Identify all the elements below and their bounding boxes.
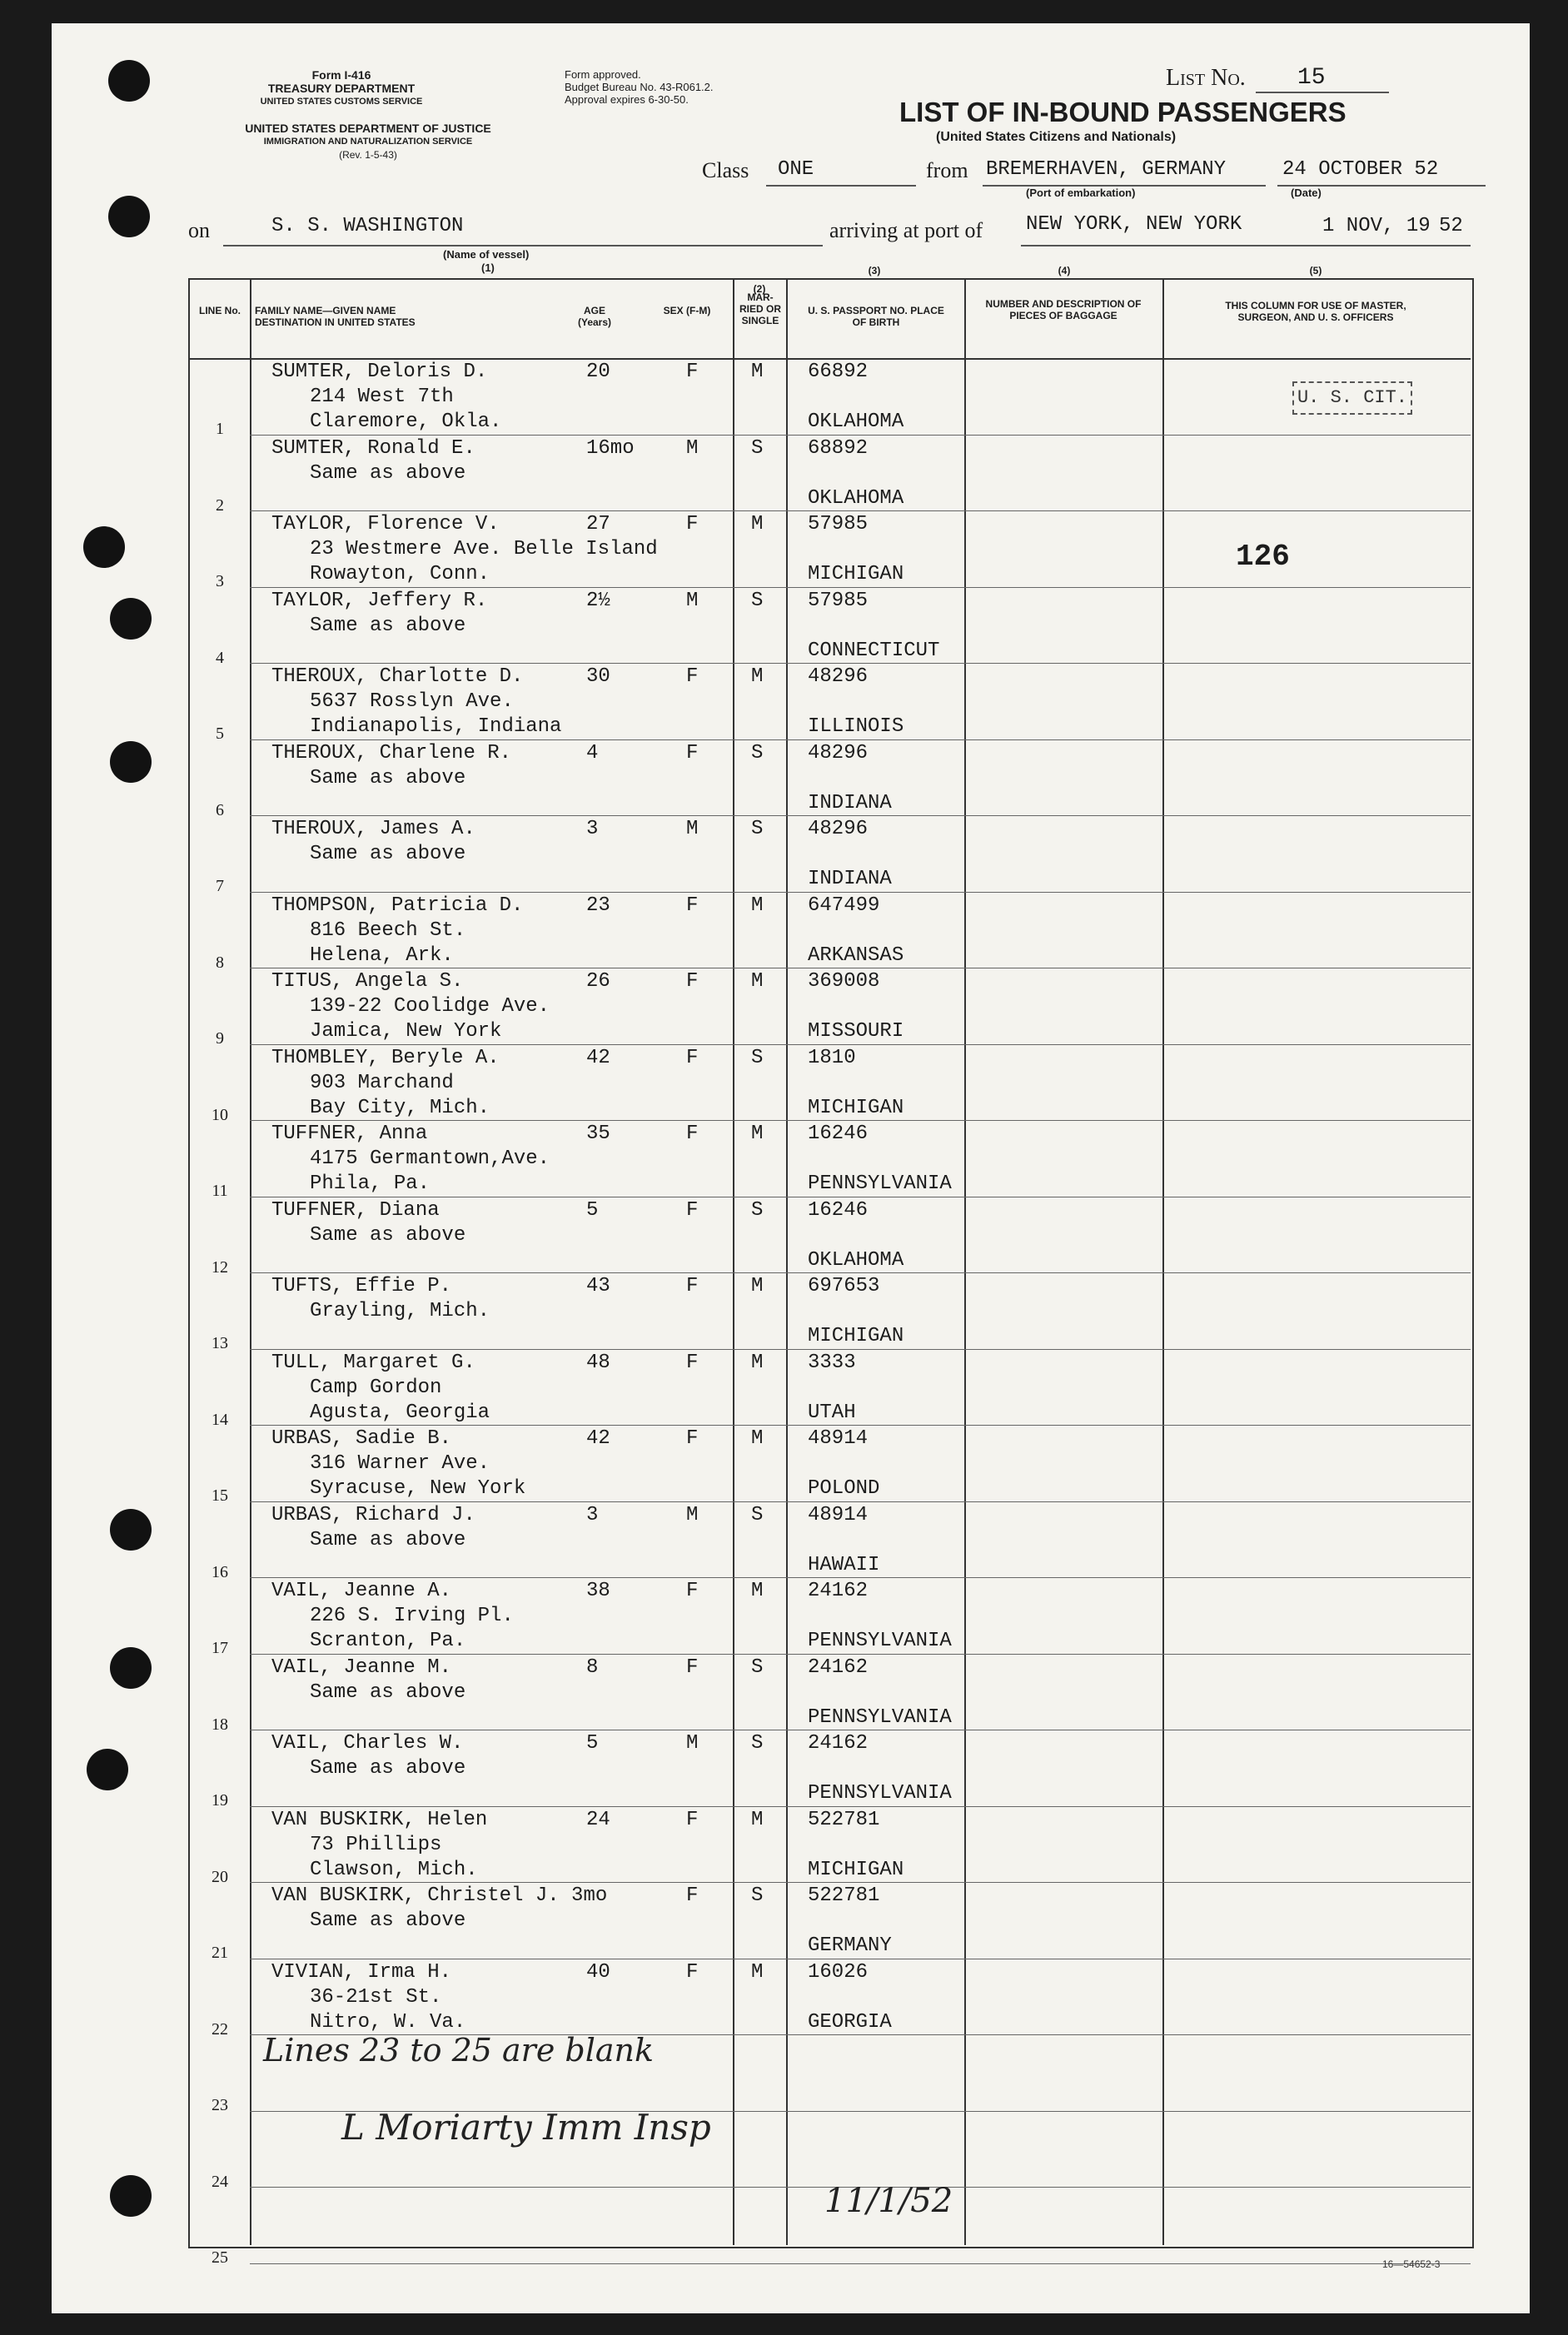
passenger-name: SUMTER, Ronald E.	[271, 436, 475, 460]
list-no-underline	[1256, 92, 1389, 93]
passenger-marital: S	[751, 1884, 764, 1907]
punch-hole	[87, 1749, 128, 1790]
passenger-age: 43	[586, 1275, 610, 1297]
line-number: 20	[212, 1867, 228, 1886]
punch-hole	[83, 526, 125, 568]
service-name: UNITED STATES CUSTOMS SERVICE	[260, 97, 423, 107]
passenger-address: 23 Westmere Ave. Belle Island	[310, 538, 658, 560]
handwritten-signature: L Moriarty Imm Insp	[341, 2107, 711, 2148]
passenger-sex: F	[686, 1884, 699, 1907]
col-divider	[1162, 278, 1164, 2245]
col-header-sex: SEX (F-M)	[663, 305, 711, 316]
passenger-sex: F	[686, 1351, 699, 1374]
punch-hole	[110, 741, 152, 783]
punch-hole	[110, 1509, 152, 1551]
line-number: 13	[212, 1334, 228, 1352]
passenger-marital: M	[751, 513, 764, 535]
line-number: 10	[212, 1105, 228, 1124]
vessel-colnum: (1)	[481, 261, 495, 274]
passenger-age: 3	[586, 1503, 599, 1526]
line-number: 24	[212, 2172, 228, 2191]
passenger-birthplace: ILLINOIS	[808, 715, 904, 738]
col-divider	[733, 278, 734, 2245]
line-number: 1	[216, 420, 224, 438]
passenger-address: Camp Gordon	[310, 1376, 442, 1399]
line-number: 12	[212, 1257, 228, 1277]
vessel-value: S. S. WASHINGTON	[271, 215, 464, 237]
passenger-address: Same as above	[310, 614, 466, 637]
passenger-birthplace: POLOND	[808, 1477, 880, 1500]
doj-block	[185, 122, 551, 162]
line-number: 7	[216, 877, 224, 895]
passenger-address: Claremore, Okla.	[310, 411, 502, 433]
col-header-baggage: NUMBER AND DESCRIPTION OF PIECES OF BAGGAGE	[985, 298, 1142, 321]
row-divider	[250, 2263, 1471, 2264]
page-title: LIST OF IN-BOUND PASSENGERS	[899, 97, 1346, 127]
passenger-name: THEROUX, Charlene R.	[271, 741, 512, 764]
passenger-age: 5	[586, 1198, 599, 1222]
col-header-num-5: (5)	[1309, 265, 1322, 276]
form-dept-block	[250, 68, 433, 108]
row-divider	[250, 1120, 1471, 1121]
passenger-marital: M	[751, 1960, 764, 1984]
passenger-marital: S	[751, 1503, 764, 1526]
citizen-stamp: U. S. CIT.	[1292, 381, 1412, 415]
passenger-passport: 697653	[808, 1275, 880, 1297]
handwritten-date: 11/1/52	[824, 2182, 953, 2220]
dept-name: TREASURY DEPARTMENT	[267, 82, 416, 95]
passenger-name: TAYLOR, Jeffery R.	[271, 589, 488, 612]
punch-hole	[108, 60, 150, 102]
col-header-passport: U. S. PASSPORT NO. PLACE OF BIRTH	[808, 305, 944, 328]
col-header-officers: THIS COLUMN FOR USE OF MASTER, SURGEON, AND U. S. OFFICERS	[1225, 300, 1406, 323]
passenger-birthplace: CONNECTICUT	[808, 639, 940, 662]
passenger-marital: M	[751, 1275, 764, 1297]
passenger-birthplace: UTAH	[808, 1401, 856, 1424]
punch-hole	[108, 196, 150, 237]
passenger-birthplace: INDIANA	[808, 791, 892, 814]
passenger-age: 23	[586, 894, 610, 917]
passenger-age: 26	[586, 970, 610, 993]
passenger-birthplace: GERMANY	[808, 1934, 892, 1957]
line-number: 25	[212, 2248, 228, 2267]
passenger-address: Same as above	[310, 1528, 466, 1551]
passenger-address: 226 S. Irving Pl.	[310, 1605, 514, 1627]
line-number: 16	[212, 1562, 228, 1581]
port-embark-caption: (Port of embarkation)	[1026, 187, 1136, 199]
passenger-age: 3	[586, 818, 599, 840]
passenger-address: 816 Beech St.	[310, 919, 466, 942]
passenger-sex: F	[686, 1960, 699, 1984]
passenger-name: URBAS, Sadie B.	[271, 1427, 452, 1450]
approval-line: Approval expires 6-30-50.	[565, 93, 689, 106]
row-divider	[250, 1349, 1471, 1350]
passenger-passport: 522781	[808, 1884, 880, 1907]
line-number: 19	[212, 1791, 228, 1810]
passenger-age: 5	[586, 1732, 599, 1755]
passenger-name: VAN BUSKIRK, Helen	[271, 1808, 488, 1831]
passenger-sex: F	[686, 1655, 699, 1679]
passenger-address: 36-21st St.	[310, 1985, 442, 2009]
passenger-name: TUFTS, Effie P.	[271, 1275, 452, 1297]
passenger-address: Same as above	[310, 843, 466, 865]
passenger-age: 48	[586, 1351, 610, 1374]
col-header-name-line2: DESTINATION IN UNITED STATES	[255, 316, 416, 328]
passenger-sex: F	[686, 665, 699, 688]
line-number: 18	[212, 1715, 228, 1734]
passenger-marital: M	[751, 894, 764, 917]
passenger-passport: 24162	[808, 1732, 869, 1755]
passenger-name: VAIL, Charles W.	[271, 1732, 464, 1755]
passenger-age: 42	[586, 1046, 610, 1069]
passenger-birthplace: OKLAHOMA	[808, 486, 904, 510]
passenger-address: Same as above	[310, 1909, 466, 1932]
passenger-age: 30	[586, 665, 610, 688]
line-number: 2	[216, 495, 224, 515]
passenger-address: Scranton, Pa.	[310, 1630, 466, 1652]
passenger-address: 73 Phillips	[310, 1833, 442, 1856]
passenger-birthplace: MISSOURI	[808, 1020, 904, 1043]
passenger-age: 8	[586, 1655, 599, 1679]
list-no-label: List No.	[1166, 65, 1246, 91]
row-divider	[250, 892, 1471, 893]
passenger-birthplace: OKLAHOMA	[808, 1248, 904, 1272]
passenger-marital: M	[751, 970, 764, 993]
class-value: ONE	[778, 158, 814, 181]
doj-name: UNITED STATES DEPARTMENT OF JUSTICE	[245, 122, 491, 135]
passenger-address: Phila, Pa.	[310, 1172, 431, 1195]
passenger-passport: 522781	[808, 1808, 880, 1831]
passenger-address: Helena, Ark.	[310, 943, 454, 967]
passenger-marital: S	[751, 436, 764, 460]
passenger-marital: S	[751, 1732, 764, 1755]
passenger-passport: 647499	[808, 894, 880, 917]
line-number: 5	[216, 724, 224, 743]
passenger-name: TULL, Margaret G.	[271, 1351, 475, 1374]
passenger-name: THOMPSON, Patricia D.	[271, 894, 524, 917]
class-underline	[766, 185, 916, 187]
passenger-sex: F	[686, 1198, 699, 1222]
passenger-birthplace: HAWAII	[808, 1553, 880, 1576]
date-embark-value: 24 OCTOBER 52	[1282, 158, 1439, 181]
passenger-sex: F	[686, 513, 699, 535]
passenger-passport: 57985	[808, 513, 869, 535]
row-divider	[250, 435, 1471, 436]
passenger-sex: F	[686, 1123, 699, 1145]
col-header-line-no: LINE No.	[199, 305, 241, 316]
passenger-name: URBAS, Richard J.	[271, 1503, 475, 1526]
passenger-sex: F	[686, 1580, 699, 1602]
passenger-sex: M	[686, 1503, 699, 1526]
passenger-birthplace: MICHIGAN	[808, 563, 904, 585]
passenger-passport: 48914	[808, 1427, 869, 1450]
arrival-year-value: 52	[1439, 215, 1463, 237]
passenger-birthplace: OKLAHOMA	[808, 411, 904, 433]
row-divider	[250, 1044, 1471, 1045]
passenger-birthplace: PENNSYLVANIA	[808, 1705, 952, 1729]
col-header-num-3: (3)	[868, 265, 881, 276]
passenger-marital: M	[751, 1427, 764, 1450]
passenger-birthplace: MICHIGAN	[808, 1096, 904, 1119]
arrival-port-value: NEW YORK, NEW YORK	[1026, 213, 1242, 236]
passenger-age: 24	[586, 1808, 610, 1831]
passenger-name: THOMBLEY, Beryle A.	[271, 1046, 500, 1069]
passenger-name: THEROUX, Charlotte D.	[271, 665, 524, 688]
row-divider	[250, 1501, 1471, 1502]
punch-hole	[110, 2175, 152, 2217]
arrival-port-underline	[1021, 245, 1471, 246]
passenger-passport: 48296	[808, 665, 869, 688]
passenger-age: 35	[586, 1123, 610, 1145]
col-divider	[964, 278, 966, 2245]
passenger-birthplace: PENNSYLVANIA	[808, 1172, 952, 1195]
form-id: Form I-416	[311, 68, 371, 82]
passenger-passport: 1810	[808, 1046, 856, 1069]
line-number: 9	[216, 1029, 224, 1048]
date-caption: (Date)	[1291, 187, 1322, 199]
port-embark-value: BREMERHAVEN, GERMANY	[986, 158, 1227, 181]
line-number: 3	[216, 572, 224, 590]
col-header-married: MAR-RIED OR SINGLE	[739, 291, 781, 326]
passenger-name: VIVIAN, Irma H.	[271, 1960, 452, 1984]
passenger-birthplace: MICHIGAN	[808, 1325, 904, 1347]
passenger-address: Bay City, Mich.	[310, 1096, 490, 1119]
vessel-caption: (Name of vessel)	[443, 248, 530, 261]
row-divider	[250, 1654, 1471, 1655]
passenger-name: VAN BUSKIRK, Christel J. 3mo	[271, 1884, 608, 1907]
passenger-sex: M	[686, 436, 699, 460]
passenger-address: Same as above	[310, 1223, 466, 1247]
rev-date: (Rev. 1-5-43)	[339, 149, 397, 161]
margin-note: 126	[1236, 540, 1290, 574]
passenger-sex: F	[686, 1046, 699, 1069]
col-divider	[250, 278, 251, 2245]
passenger-address: 5637 Rosslyn Ave.	[310, 690, 514, 713]
passenger-birthplace: PENNSYLVANIA	[808, 1782, 952, 1805]
passenger-passport: 3333	[808, 1351, 856, 1374]
line-number: 23	[212, 2096, 228, 2114]
passenger-sex: M	[686, 589, 699, 612]
line-number: 15	[212, 1486, 228, 1505]
passenger-name: TITUS, Angela S.	[271, 970, 464, 993]
passenger-address: Grayling, Mich.	[310, 1300, 490, 1322]
punch-hole	[110, 598, 152, 640]
form-number: 16—54652-3	[1382, 2258, 1441, 2270]
passenger-marital: M	[751, 1808, 764, 1831]
row-divider	[250, 739, 1471, 740]
passenger-name: VAIL, Jeanne A.	[271, 1580, 452, 1602]
passenger-marital: S	[751, 1655, 764, 1679]
passenger-marital: M	[751, 1580, 764, 1602]
passenger-passport: 48296	[808, 818, 869, 840]
line-number: 17	[212, 1639, 228, 1657]
passenger-sex: F	[686, 894, 699, 917]
passenger-address: Same as above	[310, 766, 466, 789]
passenger-address: Syracuse, New York	[310, 1477, 526, 1500]
row-divider	[250, 587, 1471, 588]
passenger-address: Agusta, Georgia	[310, 1401, 490, 1424]
passenger-birthplace: PENNSYLVANIA	[808, 1630, 952, 1652]
passenger-passport: 57985	[808, 589, 869, 612]
approval-line: Form approved.	[565, 68, 641, 81]
col-divider	[786, 278, 788, 2245]
passenger-address: Same as above	[310, 1757, 466, 1780]
approval-block	[565, 68, 714, 106]
passenger-marital: M	[751, 1351, 764, 1374]
passenger-passport: 48296	[808, 741, 869, 764]
handwritten-note: Lines 23 to 25 are blank	[263, 2032, 655, 2069]
line-number: 4	[216, 648, 224, 667]
passenger-passport: 24162	[808, 1580, 869, 1602]
vessel-underline	[223, 245, 823, 246]
passenger-sex: F	[686, 1275, 699, 1297]
passenger-passport: 48914	[808, 1503, 869, 1526]
on-label: on	[188, 218, 210, 242]
col-header-name-line1: FAMILY NAME—GIVEN NAME	[255, 305, 396, 316]
approval-line: Budget Bureau No. 43-R061.2.	[565, 81, 714, 93]
passenger-marital: S	[751, 1198, 764, 1222]
passenger-address: 214 West 7th	[310, 386, 454, 408]
row-divider	[250, 1806, 1471, 1807]
row-divider	[250, 1577, 1471, 1578]
passenger-name: TUFFNER, Anna	[271, 1123, 428, 1145]
row-divider	[250, 510, 1471, 511]
passenger-name: TAYLOR, Florence V.	[271, 513, 500, 535]
passenger-age: 20	[586, 361, 610, 383]
passenger-address: 903 Marchand	[310, 1071, 454, 1094]
punch-hole	[110, 1647, 152, 1689]
list-no-value: 15	[1297, 65, 1326, 91]
passenger-age: 40	[586, 1960, 610, 1984]
passenger-marital: S	[751, 1046, 764, 1069]
passenger-address: Rowayton, Conn.	[310, 563, 490, 585]
passenger-birthplace: GEORGIA	[808, 2010, 892, 2034]
passenger-sex: F	[686, 1427, 699, 1450]
passenger-sex: F	[686, 741, 699, 764]
passenger-marital: M	[751, 361, 764, 383]
passenger-sex: F	[686, 361, 699, 383]
passenger-passport: 16246	[808, 1123, 869, 1145]
passenger-age: 42	[586, 1427, 610, 1450]
passenger-marital: M	[751, 665, 764, 688]
passenger-name: VAIL, Jeanne M.	[271, 1655, 452, 1679]
passenger-marital: M	[751, 1123, 764, 1145]
passenger-passport: 369008	[808, 970, 880, 993]
passenger-age: 38	[586, 1580, 610, 1602]
line-number: 6	[216, 800, 224, 819]
passenger-address: Nitro, W. Va.	[310, 2010, 466, 2034]
passenger-address: Indianapolis, Indiana	[310, 715, 562, 738]
line-number: 22	[212, 2019, 228, 2039]
passenger-address: Jamica, New York	[310, 1020, 502, 1043]
passenger-passport: 66892	[808, 361, 869, 383]
row-divider	[250, 663, 1471, 664]
passenger-address: 139-22 Coolidge Ave.	[310, 995, 550, 1018]
passenger-address: 316 Warner Ave.	[310, 1452, 490, 1475]
passenger-birthplace: MICHIGAN	[808, 1858, 904, 1881]
col-header-name	[255, 305, 496, 328]
passenger-passport: 16026	[808, 1960, 869, 1984]
line-number: 21	[212, 1944, 228, 1962]
passenger-sex: F	[686, 1808, 699, 1831]
col-header-num-4: (4)	[1058, 265, 1071, 276]
passenger-address: Same as above	[310, 1680, 466, 1704]
row-divider	[250, 1272, 1471, 1273]
page-subtitle: (United States Citizens and Nationals)	[936, 130, 1177, 144]
passenger-marital: S	[751, 741, 764, 764]
passenger-birthplace: INDIANA	[808, 868, 892, 890]
line-number: 14	[212, 1410, 228, 1429]
row-divider	[250, 1882, 1471, 1883]
passenger-sex: M	[686, 1732, 699, 1755]
row-divider	[250, 815, 1471, 816]
passenger-name: SUMTER, Deloris D.	[271, 361, 488, 383]
passenger-passport: 68892	[808, 436, 869, 460]
passenger-address: Same as above	[310, 461, 466, 485]
from-label: from	[926, 158, 968, 182]
passenger-age: 27	[586, 513, 610, 535]
arrival-date-value: 1 NOV, 19	[1322, 215, 1431, 237]
passenger-address: 4175 Germantown,Ave.	[310, 1148, 550, 1170]
class-label: Class	[702, 158, 749, 182]
passenger-birthplace: ARKANSAS	[808, 943, 904, 967]
line-number: 11	[212, 1182, 228, 1200]
passenger-name: TUFFNER, Diana	[271, 1198, 440, 1222]
passenger-passport: 24162	[808, 1655, 869, 1679]
col-header-num-2: (2)	[753, 283, 766, 295]
passenger-age: 4	[586, 741, 599, 764]
passenger-address: Clawson, Mich.	[310, 1858, 478, 1881]
arriving-label: arriving at port of	[829, 218, 983, 242]
passenger-sex: M	[686, 818, 699, 840]
passenger-marital: S	[751, 818, 764, 840]
passenger-sex: F	[686, 970, 699, 993]
passenger-passport: 16246	[808, 1198, 869, 1222]
line-number: 8	[216, 953, 224, 972]
row-divider	[250, 1425, 1471, 1426]
passenger-age: 16mo	[586, 436, 635, 460]
ins-name: IMMIGRATION AND NATURALIZATION SERVICE	[263, 137, 473, 147]
passenger-name: THEROUX, James A.	[271, 818, 475, 840]
passenger-age: 2½	[586, 589, 610, 612]
col-header-age: AGE (Years)	[577, 305, 612, 328]
passenger-marital: S	[751, 589, 764, 612]
